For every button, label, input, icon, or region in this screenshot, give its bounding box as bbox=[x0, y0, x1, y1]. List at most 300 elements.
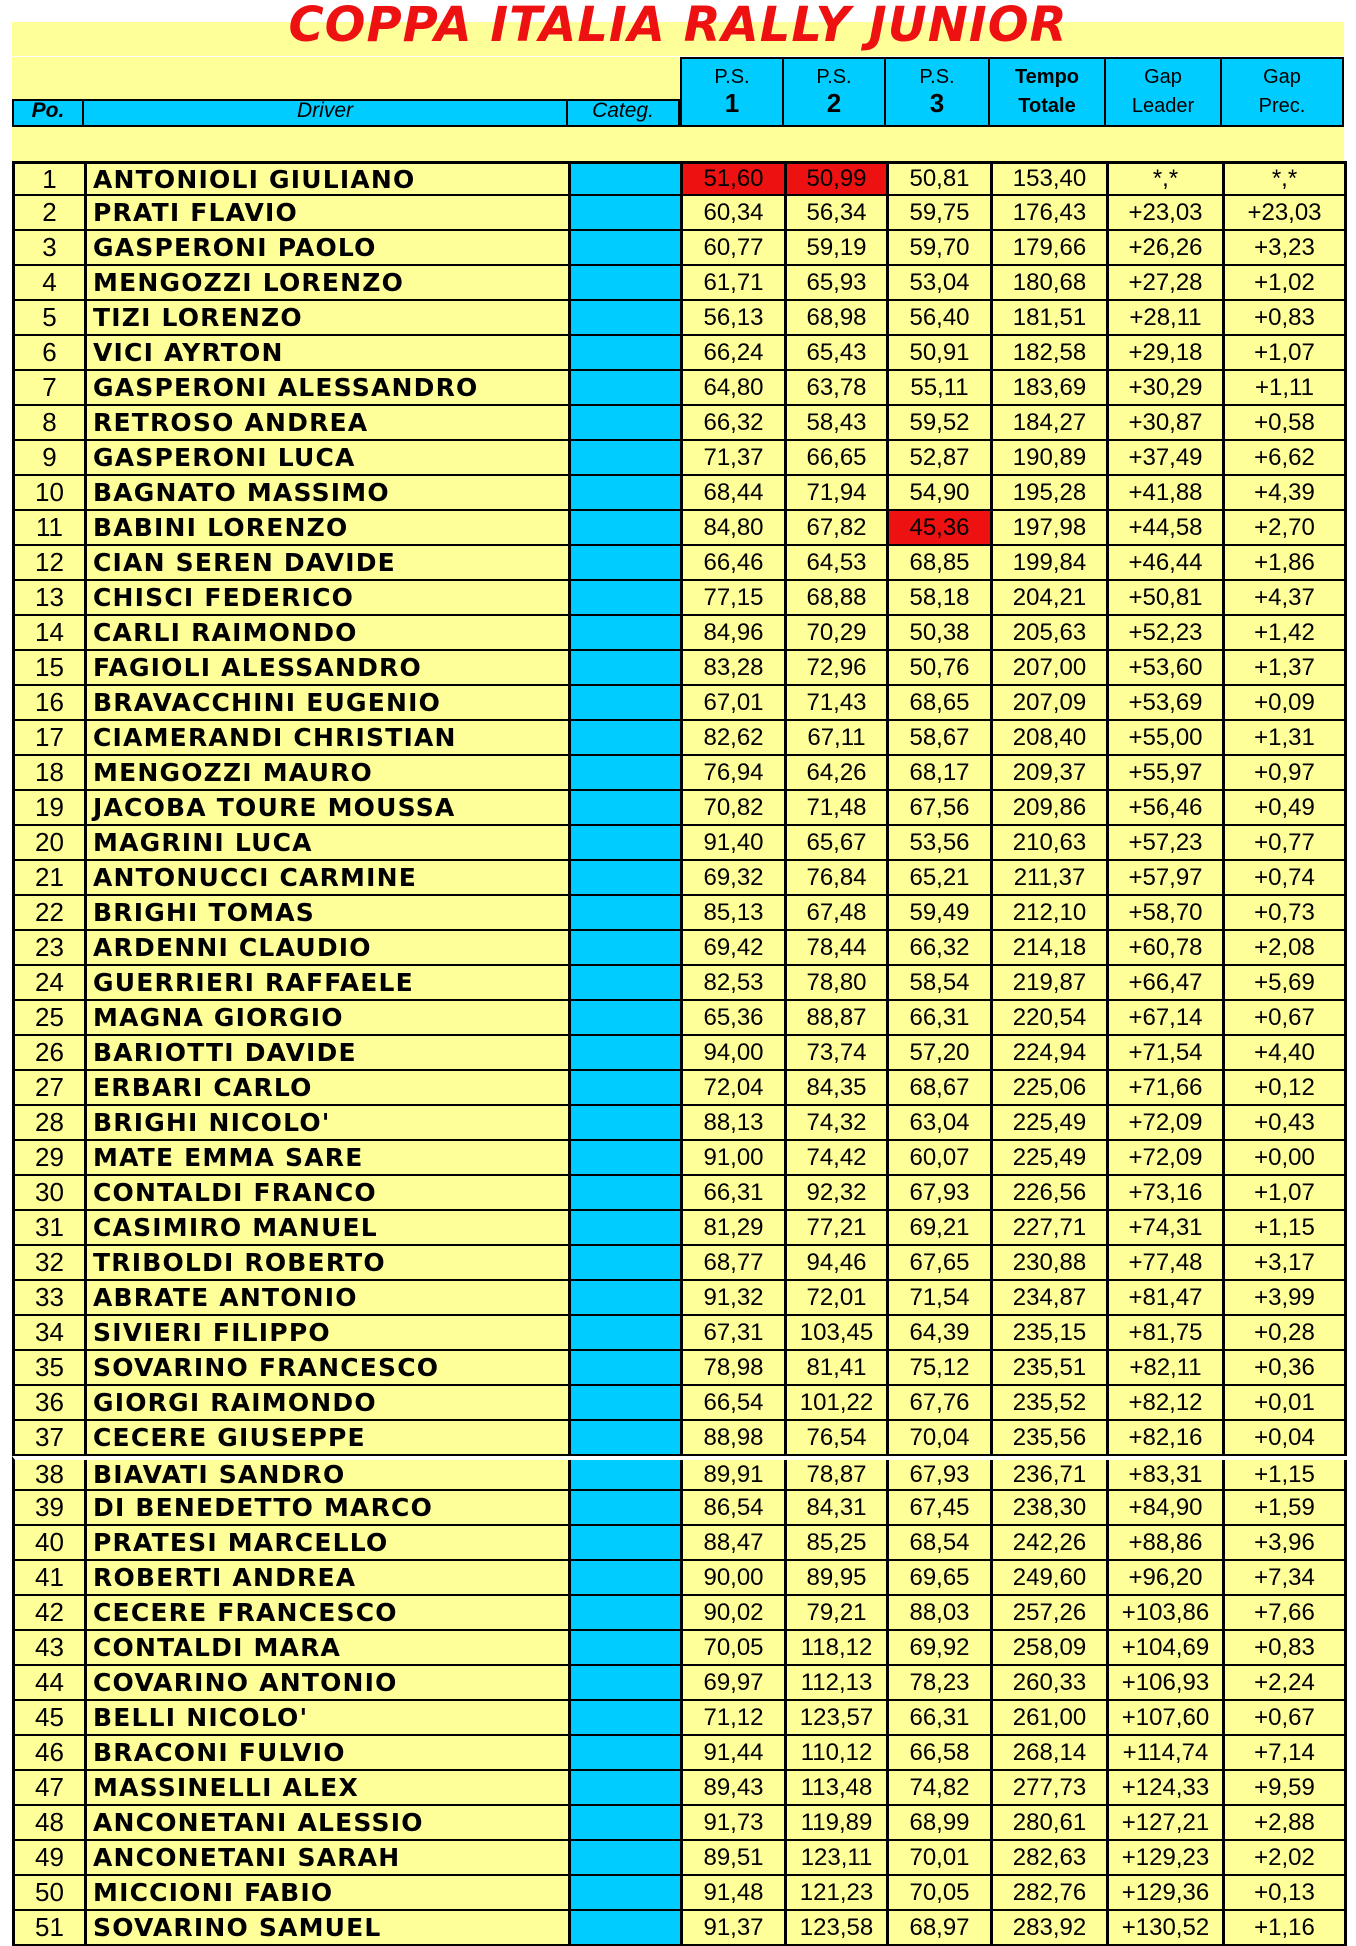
header-gap-prec bbox=[1222, 57, 1344, 127]
table-row bbox=[12, 546, 1344, 581]
ps3-cell: 69,65 bbox=[889, 1561, 993, 1596]
gap-leader-cell: +72,09 bbox=[1109, 1106, 1225, 1141]
ps1-cell: 69,42 bbox=[683, 931, 787, 966]
ps3-cell: 88,03 bbox=[889, 1596, 993, 1631]
ps1-cell: 88,47 bbox=[683, 1526, 787, 1561]
ps2-cell: 85,25 bbox=[787, 1526, 889, 1561]
position-cell: 28 bbox=[15, 1106, 87, 1141]
ps1-cell: 71,12 bbox=[683, 1701, 787, 1736]
tempo-cell: 235,56 bbox=[993, 1421, 1109, 1456]
gap-prec-cell: +1,37 bbox=[1225, 651, 1347, 686]
driver-cell: BABINI LORENZO bbox=[87, 511, 571, 546]
category-cell bbox=[571, 1036, 683, 1071]
gap-prec-cell: +0,67 bbox=[1225, 1701, 1347, 1736]
gap-leader-cell: +88,86 bbox=[1109, 1526, 1225, 1561]
driver-cell: CIAN SEREN DAVIDE bbox=[87, 546, 571, 581]
ps3-cell: 57,20 bbox=[889, 1036, 993, 1071]
ps3-cell: 68,97 bbox=[889, 1911, 993, 1946]
gap-prec-cell: +1,16 bbox=[1225, 1911, 1347, 1946]
gap-leader-cell: +41,88 bbox=[1109, 476, 1225, 511]
ps1-cell: 94,00 bbox=[683, 1036, 787, 1071]
gap-prec-cell: +0,83 bbox=[1225, 301, 1347, 336]
gap-prec-cell: +3,96 bbox=[1225, 1526, 1347, 1561]
table-row bbox=[12, 896, 1344, 931]
ps3-cell: 45,36 bbox=[889, 511, 993, 546]
gap-prec-cell: +1,59 bbox=[1225, 1491, 1347, 1526]
driver-cell: PRATI FLAVIO bbox=[87, 196, 571, 231]
gap-prec-cell: +1,02 bbox=[1225, 266, 1347, 301]
ps2-cell: 113,48 bbox=[787, 1771, 889, 1806]
table-row bbox=[12, 1666, 1344, 1701]
ps1-cell: 64,80 bbox=[683, 371, 787, 406]
category-cell bbox=[571, 1141, 683, 1176]
position-cell: 21 bbox=[15, 861, 87, 896]
gap-leader-cell: +127,21 bbox=[1109, 1806, 1225, 1841]
table-row bbox=[12, 1071, 1344, 1106]
category-cell bbox=[571, 1596, 683, 1631]
gap-leader-cell: +37,49 bbox=[1109, 441, 1225, 476]
position-cell: 2 bbox=[15, 196, 87, 231]
category-cell bbox=[571, 791, 683, 826]
gap-leader-cell: +73,16 bbox=[1109, 1176, 1225, 1211]
ps2-cell: 79,21 bbox=[787, 1596, 889, 1631]
header-blank bbox=[568, 57, 680, 99]
header-ps1-number: 1 bbox=[724, 87, 740, 118]
ps2-cell: 71,48 bbox=[787, 791, 889, 826]
driver-cell: BAGNATO MASSIMO bbox=[87, 476, 571, 511]
tempo-cell: 183,69 bbox=[993, 371, 1109, 406]
gap-leader-cell: +71,54 bbox=[1109, 1036, 1225, 1071]
table-row bbox=[12, 301, 1344, 336]
tempo-cell: 212,10 bbox=[993, 896, 1109, 931]
ps1-cell: 76,94 bbox=[683, 756, 787, 791]
header-blank bbox=[84, 57, 568, 99]
ps1-cell: 66,32 bbox=[683, 406, 787, 441]
tempo-cell: 283,92 bbox=[993, 1911, 1109, 1946]
table-row bbox=[12, 1771, 1344, 1806]
ps2-cell: 112,13 bbox=[787, 1666, 889, 1701]
ps2-cell: 101,22 bbox=[787, 1386, 889, 1421]
position-cell: 27 bbox=[15, 1071, 87, 1106]
ps2-cell: 74,42 bbox=[787, 1141, 889, 1176]
gap-prec-cell: +0,01 bbox=[1225, 1386, 1347, 1421]
ps1-cell: 90,02 bbox=[683, 1596, 787, 1631]
gap-leader-cell: +27,28 bbox=[1109, 266, 1225, 301]
ps2-cell: 65,43 bbox=[787, 336, 889, 371]
gap-prec-cell: +0,74 bbox=[1225, 861, 1347, 896]
ps1-cell: 78,98 bbox=[683, 1351, 787, 1386]
gap-prec-cell: +0,04 bbox=[1225, 1421, 1347, 1456]
ps2-cell: 81,41 bbox=[787, 1351, 889, 1386]
ps3-cell: 60,07 bbox=[889, 1141, 993, 1176]
ps2-cell: 121,23 bbox=[787, 1876, 889, 1911]
ps2-cell: 72,96 bbox=[787, 651, 889, 686]
ps2-cell: 74,32 bbox=[787, 1106, 889, 1141]
ps1-cell: 91,44 bbox=[683, 1736, 787, 1771]
header-spacer bbox=[12, 127, 1344, 161]
ps1-cell: 70,05 bbox=[683, 1631, 787, 1666]
category-cell bbox=[571, 1211, 683, 1246]
position-cell: 8 bbox=[15, 406, 87, 441]
position-cell: 33 bbox=[15, 1281, 87, 1316]
ps2-cell: 88,87 bbox=[787, 1001, 889, 1036]
header-tempo-bottom: Totale bbox=[1018, 95, 1076, 117]
ps3-cell: 59,75 bbox=[889, 196, 993, 231]
table-row bbox=[12, 1211, 1344, 1246]
gap-leader-cell: +29,18 bbox=[1109, 336, 1225, 371]
driver-cell: BARIOTTI DAVIDE bbox=[87, 1036, 571, 1071]
ps2-cell: 66,65 bbox=[787, 441, 889, 476]
header-pos: Po. bbox=[12, 99, 84, 127]
ps1-cell: 71,37 bbox=[683, 441, 787, 476]
position-cell: 26 bbox=[15, 1036, 87, 1071]
ps3-cell: 66,58 bbox=[889, 1736, 993, 1771]
ps3-cell: 68,54 bbox=[889, 1526, 993, 1561]
tempo-cell: 195,28 bbox=[993, 476, 1109, 511]
category-cell bbox=[571, 861, 683, 896]
tempo-cell: 205,63 bbox=[993, 616, 1109, 651]
ps3-cell: 52,87 bbox=[889, 441, 993, 476]
ps3-cell: 58,54 bbox=[889, 966, 993, 1001]
ps1-cell: 91,00 bbox=[683, 1141, 787, 1176]
driver-cell: MENGOZZI MAURO bbox=[87, 756, 571, 791]
ps1-cell: 60,34 bbox=[683, 196, 787, 231]
position-cell: 42 bbox=[15, 1596, 87, 1631]
category-cell bbox=[571, 1176, 683, 1211]
tempo-cell: 235,15 bbox=[993, 1316, 1109, 1351]
category-cell bbox=[571, 616, 683, 651]
ps2-cell: 118,12 bbox=[787, 1631, 889, 1666]
ps3-cell: 58,67 bbox=[889, 721, 993, 756]
driver-cell: MICCIONI FABIO bbox=[87, 1876, 571, 1911]
ps1-cell: 91,37 bbox=[683, 1911, 787, 1946]
ps1-cell: 66,31 bbox=[683, 1176, 787, 1211]
ps1-cell: 88,98 bbox=[683, 1421, 787, 1456]
category-cell bbox=[571, 1701, 683, 1736]
ps1-cell: 68,77 bbox=[683, 1246, 787, 1281]
gap-prec-cell: +0,00 bbox=[1225, 1141, 1347, 1176]
ps1-cell: 89,43 bbox=[683, 1771, 787, 1806]
table-row bbox=[12, 1421, 1344, 1456]
category-cell bbox=[571, 966, 683, 1001]
table-row bbox=[12, 1386, 1344, 1421]
tempo-cell: 190,89 bbox=[993, 441, 1109, 476]
tempo-cell: 219,87 bbox=[993, 966, 1109, 1001]
ps1-cell: 60,77 bbox=[683, 231, 787, 266]
category-cell bbox=[571, 581, 683, 616]
ps2-cell: 103,45 bbox=[787, 1316, 889, 1351]
table-row bbox=[12, 1456, 1344, 1491]
gap-leader-cell: +53,60 bbox=[1109, 651, 1225, 686]
gap-leader-cell: +82,11 bbox=[1109, 1351, 1225, 1386]
ps3-cell: 69,92 bbox=[889, 1631, 993, 1666]
gap-prec-cell: +0,12 bbox=[1225, 1071, 1347, 1106]
gap-leader-cell: +124,33 bbox=[1109, 1771, 1225, 1806]
ps3-cell: 63,04 bbox=[889, 1106, 993, 1141]
gap-leader-cell: +57,23 bbox=[1109, 826, 1225, 861]
tempo-cell: 224,94 bbox=[993, 1036, 1109, 1071]
driver-cell: CECERE FRANCESCO bbox=[87, 1596, 571, 1631]
gap-leader-cell: +28,11 bbox=[1109, 301, 1225, 336]
ps2-cell: 50,99 bbox=[787, 161, 889, 196]
category-cell bbox=[571, 511, 683, 546]
category-cell bbox=[571, 336, 683, 371]
tempo-cell: 209,37 bbox=[993, 756, 1109, 791]
gap-leader-cell: +58,70 bbox=[1109, 896, 1225, 931]
table-row bbox=[12, 581, 1344, 616]
table-row bbox=[12, 336, 1344, 371]
ps1-cell: 51,60 bbox=[683, 161, 787, 196]
ps1-cell: 89,51 bbox=[683, 1841, 787, 1876]
ps2-cell: 64,53 bbox=[787, 546, 889, 581]
category-cell bbox=[571, 721, 683, 756]
driver-cell: CHISCI FEDERICO bbox=[87, 581, 571, 616]
ps1-cell: 61,71 bbox=[683, 266, 787, 301]
driver-cell: CARLI RAIMONDO bbox=[87, 616, 571, 651]
ps1-cell: 91,48 bbox=[683, 1876, 787, 1911]
gap-prec-cell: +0,67 bbox=[1225, 1001, 1347, 1036]
table-row bbox=[12, 476, 1344, 511]
position-cell: 32 bbox=[15, 1246, 87, 1281]
ps2-cell: 67,11 bbox=[787, 721, 889, 756]
gap-leader-cell: +57,97 bbox=[1109, 861, 1225, 896]
driver-cell: RETROSO ANDREA bbox=[87, 406, 571, 441]
category-cell bbox=[571, 1281, 683, 1316]
driver-cell: ERBARI CARLO bbox=[87, 1071, 571, 1106]
gap-leader-cell: +130,52 bbox=[1109, 1911, 1225, 1946]
tempo-cell: 210,63 bbox=[993, 826, 1109, 861]
driver-cell: ABRATE ANTONIO bbox=[87, 1281, 571, 1316]
ps1-cell: 86,54 bbox=[683, 1491, 787, 1526]
position-cell: 51 bbox=[15, 1911, 87, 1946]
gap-leader-cell: +60,78 bbox=[1109, 931, 1225, 966]
header-ps3 bbox=[886, 57, 990, 127]
category-cell bbox=[571, 1001, 683, 1036]
ps1-cell: 82,53 bbox=[683, 966, 787, 1001]
position-cell: 49 bbox=[15, 1841, 87, 1876]
gap-prec-cell: +3,23 bbox=[1225, 231, 1347, 266]
ps2-cell: 123,57 bbox=[787, 1701, 889, 1736]
category-cell bbox=[571, 756, 683, 791]
gap-prec-cell: +0,13 bbox=[1225, 1876, 1347, 1911]
results-table-body bbox=[12, 161, 1344, 1946]
category-cell bbox=[571, 161, 683, 196]
category-cell bbox=[571, 1106, 683, 1141]
table-row bbox=[12, 1736, 1344, 1771]
gap-leader-cell: +81,47 bbox=[1109, 1281, 1225, 1316]
position-cell: 24 bbox=[15, 966, 87, 1001]
ps3-cell: 66,32 bbox=[889, 931, 993, 966]
tempo-cell: 282,76 bbox=[993, 1876, 1109, 1911]
table-row bbox=[12, 616, 1344, 651]
table-row bbox=[12, 1176, 1344, 1211]
tempo-cell: 208,40 bbox=[993, 721, 1109, 756]
gap-prec-cell: +1,15 bbox=[1225, 1460, 1347, 1491]
tempo-cell: 234,87 bbox=[993, 1281, 1109, 1316]
tempo-cell: 176,43 bbox=[993, 196, 1109, 231]
gap-prec-cell: +0,43 bbox=[1225, 1106, 1347, 1141]
ps3-cell: 68,65 bbox=[889, 686, 993, 721]
ps3-cell: 68,67 bbox=[889, 1071, 993, 1106]
ps3-cell: 50,38 bbox=[889, 616, 993, 651]
driver-cell: DI BENEDETTO MARCO bbox=[87, 1491, 571, 1526]
header-tempo bbox=[990, 57, 1106, 127]
gap-leader-cell: +84,90 bbox=[1109, 1491, 1225, 1526]
gap-prec-cell: +0,83 bbox=[1225, 1631, 1347, 1666]
tempo-cell: 236,71 bbox=[993, 1460, 1109, 1491]
position-cell: 37 bbox=[15, 1421, 87, 1456]
ps1-cell: 77,15 bbox=[683, 581, 787, 616]
position-cell: 4 bbox=[15, 266, 87, 301]
ps2-cell: 89,95 bbox=[787, 1561, 889, 1596]
tempo-cell: 181,51 bbox=[993, 301, 1109, 336]
gap-leader-cell: +67,14 bbox=[1109, 1001, 1225, 1036]
ps1-cell: 66,54 bbox=[683, 1386, 787, 1421]
table-row bbox=[12, 1911, 1344, 1946]
category-cell bbox=[571, 476, 683, 511]
category-cell bbox=[571, 371, 683, 406]
category-cell bbox=[571, 1386, 683, 1421]
tempo-cell: 225,06 bbox=[993, 1071, 1109, 1106]
position-cell: 13 bbox=[15, 581, 87, 616]
category-cell bbox=[571, 196, 683, 231]
tempo-cell: 257,26 bbox=[993, 1596, 1109, 1631]
gap-leader-cell: +66,47 bbox=[1109, 966, 1225, 1001]
position-cell: 18 bbox=[15, 756, 87, 791]
gap-leader-cell: +82,12 bbox=[1109, 1386, 1225, 1421]
gap-prec-cell: +3,99 bbox=[1225, 1281, 1347, 1316]
ps2-cell: 71,94 bbox=[787, 476, 889, 511]
category-cell bbox=[571, 1771, 683, 1806]
ps2-cell: 68,98 bbox=[787, 301, 889, 336]
ps2-cell: 84,35 bbox=[787, 1071, 889, 1106]
position-cell: 39 bbox=[15, 1491, 87, 1526]
table-row bbox=[12, 161, 1344, 196]
driver-cell: FAGIOLI ALESSANDRO bbox=[87, 651, 571, 686]
header-ps3-number: 3 bbox=[929, 87, 945, 118]
tempo-cell: 282,63 bbox=[993, 1841, 1109, 1876]
tempo-cell: 261,00 bbox=[993, 1701, 1109, 1736]
ps3-cell: 70,05 bbox=[889, 1876, 993, 1911]
ps3-cell: 65,21 bbox=[889, 861, 993, 896]
driver-cell: SIVIERI FILIPPO bbox=[87, 1316, 571, 1351]
ps1-cell: 85,13 bbox=[683, 896, 787, 931]
header-ps1-label: P.S. bbox=[714, 65, 750, 88]
gap-prec-cell: +4,37 bbox=[1225, 581, 1347, 616]
ps2-cell: 123,11 bbox=[787, 1841, 889, 1876]
driver-cell: ANCONETANI ALESSIO bbox=[87, 1806, 571, 1841]
ps2-cell: 72,01 bbox=[787, 1281, 889, 1316]
driver-cell: PRATESI MARCELLO bbox=[87, 1526, 571, 1561]
ps2-cell: 76,54 bbox=[787, 1421, 889, 1456]
gap-leader-cell: +46,44 bbox=[1109, 546, 1225, 581]
table-row bbox=[12, 1841, 1344, 1876]
header-ps1 bbox=[680, 57, 784, 127]
category-cell bbox=[571, 1491, 683, 1526]
position-cell: 34 bbox=[15, 1316, 87, 1351]
ps3-cell: 68,85 bbox=[889, 546, 993, 581]
ps3-cell: 68,99 bbox=[889, 1806, 993, 1841]
ps2-cell: 67,82 bbox=[787, 511, 889, 546]
ps1-cell: 65,36 bbox=[683, 1001, 787, 1036]
tempo-cell: 182,58 bbox=[993, 336, 1109, 371]
gap-leader-cell: +55,97 bbox=[1109, 756, 1225, 791]
category-cell bbox=[571, 1526, 683, 1561]
ps3-cell: 50,91 bbox=[889, 336, 993, 371]
tempo-cell: 258,09 bbox=[993, 1631, 1109, 1666]
gap-prec-cell: +1,42 bbox=[1225, 616, 1347, 651]
tempo-cell: 235,52 bbox=[993, 1386, 1109, 1421]
driver-cell: BRACONI FULVIO bbox=[87, 1736, 571, 1771]
table-row bbox=[12, 966, 1344, 1001]
ps1-cell: 89,91 bbox=[683, 1460, 787, 1491]
ps3-cell: 64,39 bbox=[889, 1316, 993, 1351]
ps1-cell: 91,40 bbox=[683, 826, 787, 861]
header-categ: Categ. bbox=[568, 99, 680, 127]
ps2-cell: 70,29 bbox=[787, 616, 889, 651]
gap-leader-cell: +23,03 bbox=[1109, 196, 1225, 231]
header-ps2-label: P.S. bbox=[816, 65, 852, 88]
gap-prec-cell: +0,09 bbox=[1225, 686, 1347, 721]
tempo-cell: 225,49 bbox=[993, 1141, 1109, 1176]
driver-cell: ANCONETANI SARAH bbox=[87, 1841, 571, 1876]
table-row bbox=[12, 1491, 1344, 1526]
gap-leader-cell: +56,46 bbox=[1109, 791, 1225, 826]
ps1-cell: 70,82 bbox=[683, 791, 787, 826]
table-row bbox=[12, 1631, 1344, 1666]
position-cell: 47 bbox=[15, 1771, 87, 1806]
ps3-cell: 75,12 bbox=[889, 1351, 993, 1386]
gap-leader-cell: +30,29 bbox=[1109, 371, 1225, 406]
ps2-cell: 65,67 bbox=[787, 826, 889, 861]
ps1-cell: 69,32 bbox=[683, 861, 787, 896]
ps3-cell: 59,70 bbox=[889, 231, 993, 266]
position-cell: 46 bbox=[15, 1736, 87, 1771]
ps3-cell: 70,01 bbox=[889, 1841, 993, 1876]
ps2-cell: 59,19 bbox=[787, 231, 889, 266]
ps2-cell: 58,43 bbox=[787, 406, 889, 441]
ps2-cell: 119,89 bbox=[787, 1806, 889, 1841]
ps2-cell: 63,78 bbox=[787, 371, 889, 406]
ps3-cell: 68,17 bbox=[889, 756, 993, 791]
ps3-cell: 50,76 bbox=[889, 651, 993, 686]
table-row bbox=[12, 1351, 1344, 1386]
tempo-cell: 204,21 bbox=[993, 581, 1109, 616]
category-cell bbox=[571, 1246, 683, 1281]
ps3-cell: 71,54 bbox=[889, 1281, 993, 1316]
gap-leader-cell: +81,75 bbox=[1109, 1316, 1225, 1351]
position-cell: 15 bbox=[15, 651, 87, 686]
gap-leader-cell: +71,66 bbox=[1109, 1071, 1225, 1106]
ps3-cell: 66,31 bbox=[889, 1701, 993, 1736]
ps1-cell: 56,13 bbox=[683, 301, 787, 336]
tempo-cell: 230,88 bbox=[993, 1246, 1109, 1281]
driver-cell: CIAMERANDI CHRISTIAN bbox=[87, 721, 571, 756]
gap-prec-cell: +2,88 bbox=[1225, 1806, 1347, 1841]
ps2-cell: 73,74 bbox=[787, 1036, 889, 1071]
ps3-cell: 58,18 bbox=[889, 581, 993, 616]
driver-cell: BRIGHI NICOLO' bbox=[87, 1106, 571, 1141]
position-cell: 38 bbox=[15, 1460, 87, 1491]
category-cell bbox=[571, 931, 683, 966]
ps1-cell: 67,01 bbox=[683, 686, 787, 721]
table-row bbox=[12, 931, 1344, 966]
driver-cell: GASPERONI LUCA bbox=[87, 441, 571, 476]
tempo-cell: 227,71 bbox=[993, 1211, 1109, 1246]
gap-leader-cell: +44,58 bbox=[1109, 511, 1225, 546]
tempo-cell: 180,68 bbox=[993, 266, 1109, 301]
table-row bbox=[12, 791, 1344, 826]
